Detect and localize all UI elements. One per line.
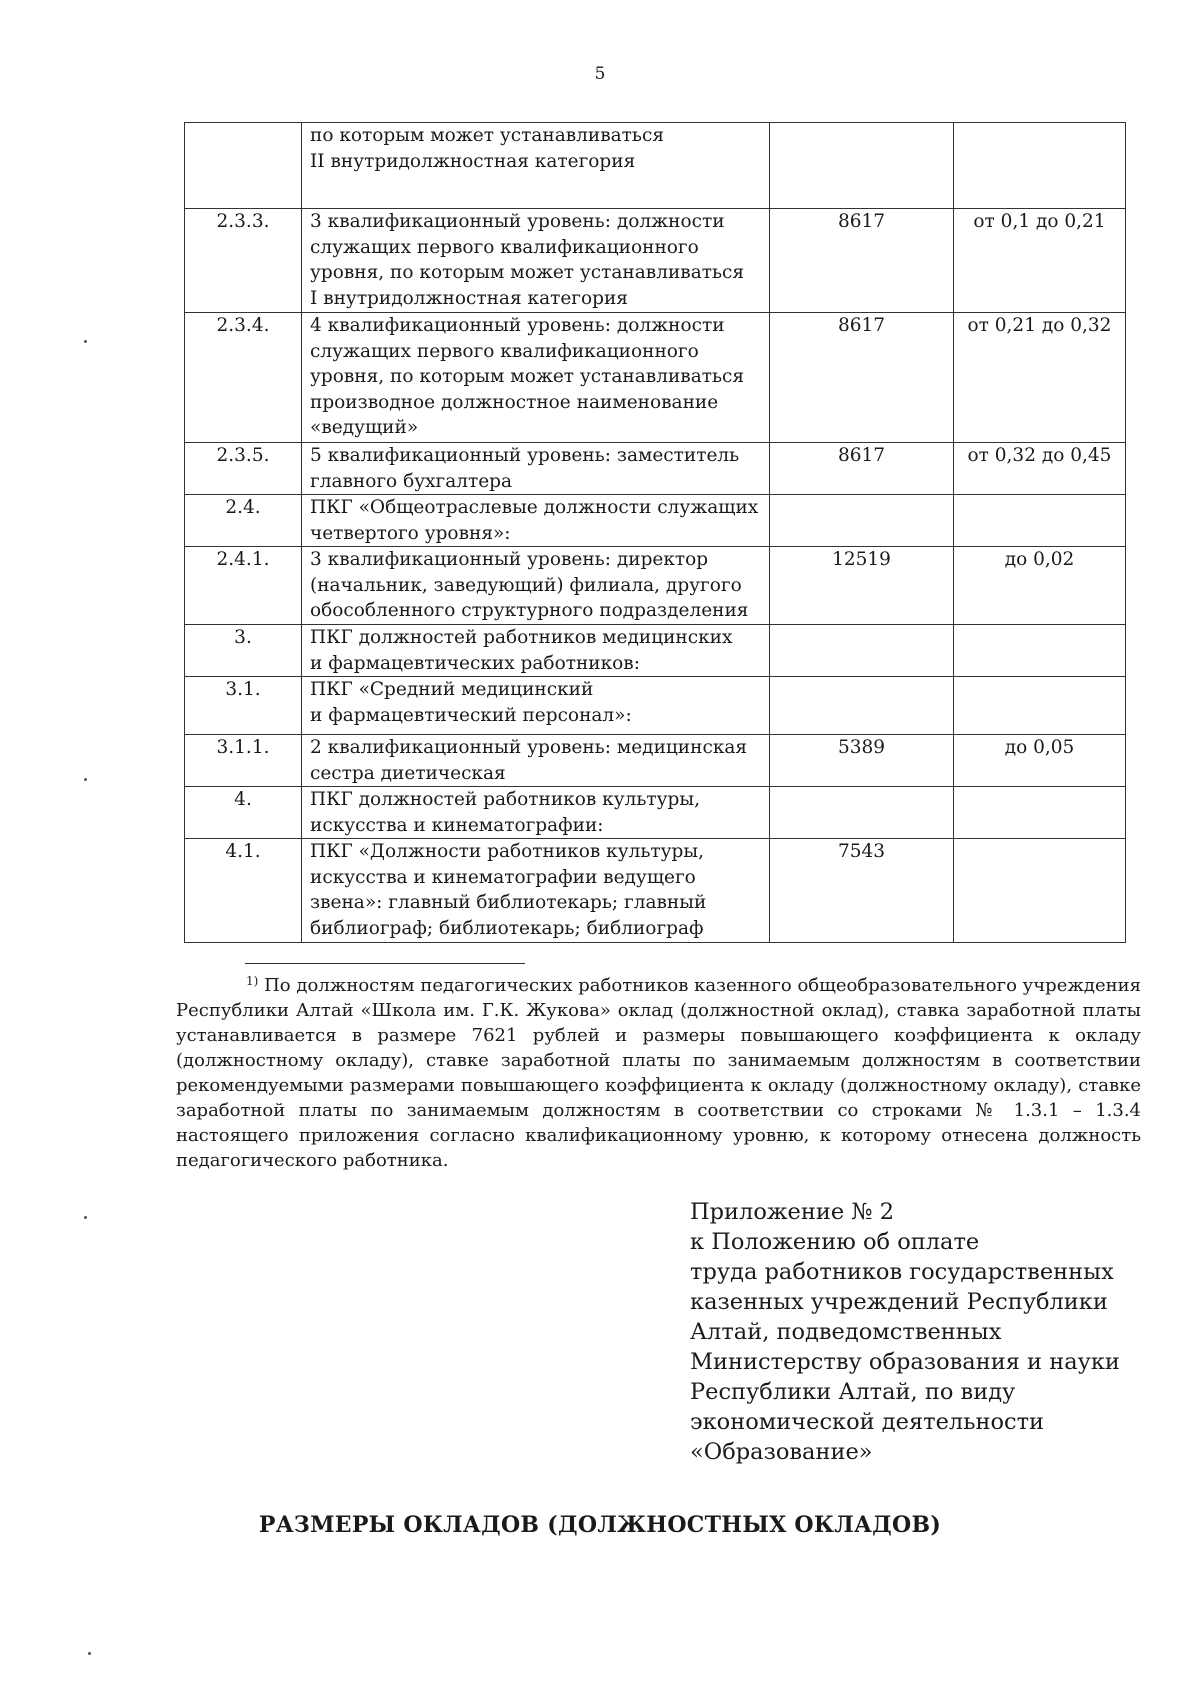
row-coefficient bbox=[954, 839, 1126, 943]
table-row bbox=[185, 313, 1126, 443]
scan-dot bbox=[84, 1216, 87, 1219]
row-number: 2.4. bbox=[185, 495, 302, 547]
row-coefficient: от 0,1 до 0,21 bbox=[954, 209, 1126, 313]
table-row bbox=[185, 625, 1126, 677]
table-row bbox=[185, 735, 1126, 787]
table-row bbox=[185, 839, 1126, 943]
footnote-divider bbox=[245, 963, 525, 964]
table-row bbox=[185, 677, 1126, 735]
row-salary bbox=[770, 495, 954, 547]
row-position: 3 квалификационный уровень: директор (начальник, заведующий) филиала, другого обособленного структурного подразделения bbox=[302, 547, 770, 625]
row-coefficient: от 0,32 до 0,45 bbox=[954, 443, 1126, 495]
row-coefficient bbox=[954, 677, 1126, 735]
row-number: 2.3.4. bbox=[185, 313, 302, 443]
row-salary bbox=[770, 787, 954, 839]
table-row bbox=[185, 495, 1126, 547]
row-salary bbox=[770, 677, 954, 735]
row-salary: 8617 bbox=[770, 313, 954, 443]
row-number: 3.1. bbox=[185, 677, 302, 735]
row-number bbox=[185, 123, 302, 209]
row-salary: 8617 bbox=[770, 443, 954, 495]
row-position: 2 квалификационный уровень: медицинская сестра диетическая bbox=[302, 735, 770, 787]
footnote bbox=[176, 969, 1141, 1173]
row-number: 2.3.5. bbox=[185, 443, 302, 495]
table-row bbox=[185, 547, 1126, 625]
row-number: 3. bbox=[185, 625, 302, 677]
row-coefficient bbox=[954, 787, 1126, 839]
row-salary: 7543 bbox=[770, 839, 954, 943]
appendix-reference: Приложение № 2 к Положению об оплате труда работников государственных казенных учреждений Республики Алтай, подведомственных Министерству образования и науки Республики Алтай, по виду экономической деятельности «Образование» bbox=[690, 1199, 1120, 1465]
row-salary: 8617 bbox=[770, 209, 954, 313]
row-salary bbox=[770, 123, 954, 209]
row-number: 4.1. bbox=[185, 839, 302, 943]
row-coefficient: до 0,02 bbox=[954, 547, 1126, 625]
row-position: ПКГ должностей работников медицинских и фармацевтических работников: bbox=[302, 625, 770, 677]
row-position: 3 квалификационный уровень: должности служащих первого квалификационного уровня, по которым может устанавливаться I внутридолжностная категория bbox=[302, 209, 770, 313]
row-salary: 5389 bbox=[770, 735, 954, 787]
row-position: ПКГ «Общеотраслевые должности служащих четвертого уровня»: bbox=[302, 495, 770, 547]
row-position: ПКГ должностей работников культуры, искусства и кинематографии: bbox=[302, 787, 770, 839]
scan-dot bbox=[84, 778, 87, 781]
section-heading: РАЗМЕРЫ ОКЛАДОВ (ДОЛЖНОСТНЫХ ОКЛАДОВ) bbox=[258, 1512, 942, 1538]
table-row bbox=[185, 787, 1126, 839]
footnote-marker: 1) bbox=[246, 974, 259, 988]
row-number: 4. bbox=[185, 787, 302, 839]
page-number: 5 bbox=[594, 64, 606, 84]
table-row bbox=[185, 443, 1126, 495]
row-salary: 12519 bbox=[770, 547, 954, 625]
scan-dot bbox=[84, 340, 87, 343]
row-coefficient: до 0,05 bbox=[954, 735, 1126, 787]
row-position: 5 квалификационный уровень: заместитель главного бухгалтера bbox=[302, 443, 770, 495]
row-position: по которым может устанавливаться II внутридолжностная категория bbox=[302, 123, 770, 209]
row-number: 2.3.3. bbox=[185, 209, 302, 313]
row-number: 2.4.1. bbox=[185, 547, 302, 625]
row-coefficient bbox=[954, 123, 1126, 209]
row-coefficient: от 0,21 до 0,32 bbox=[954, 313, 1126, 443]
row-coefficient bbox=[954, 625, 1126, 677]
row-position: ПКГ «Должности работников культуры, искусства и кинематографии ведущего звена»: главный библиотекарь; главный библиограф; библиотекарь; библиограф bbox=[302, 839, 770, 943]
scan-dot bbox=[88, 1652, 91, 1655]
row-coefficient bbox=[954, 495, 1126, 547]
table-row bbox=[185, 209, 1126, 313]
row-number: 3.1.1. bbox=[185, 735, 302, 787]
salary-table bbox=[184, 122, 1126, 943]
row-position: 4 квалификационный уровень: должности служащих первого квалификационного уровня, по которым может устанавливаться производное должностное наименование «ведущий» bbox=[302, 313, 770, 443]
footnote-text: По должностям педагогических работников казенного общеобразовательного учреждения Республики Алтай «Школа им. Г.К. Жукова» оклад (должностной оклад), ставка заработной платы устанавливается в размере 7621 рублей и размеры повышающего коэффициента к окладу (должностному окладу), ставке заработной платы по занимаемым должностям в соответствии рекомендуемыми размерами повышающего коэффициента к окладу (должностному окладу), ставке заработной платы по занимаемым должностям в соответствии со строками № 1.3.1 – 1.3.4 настоящего приложения согласно квалификационному уровню, к которому отнесена должность педагогического работника. bbox=[176, 975, 1141, 1171]
row-position: ПКГ «Средний медицинский и фармацевтический персонал»: bbox=[302, 677, 770, 735]
table-row bbox=[185, 123, 1126, 209]
row-salary bbox=[770, 625, 954, 677]
